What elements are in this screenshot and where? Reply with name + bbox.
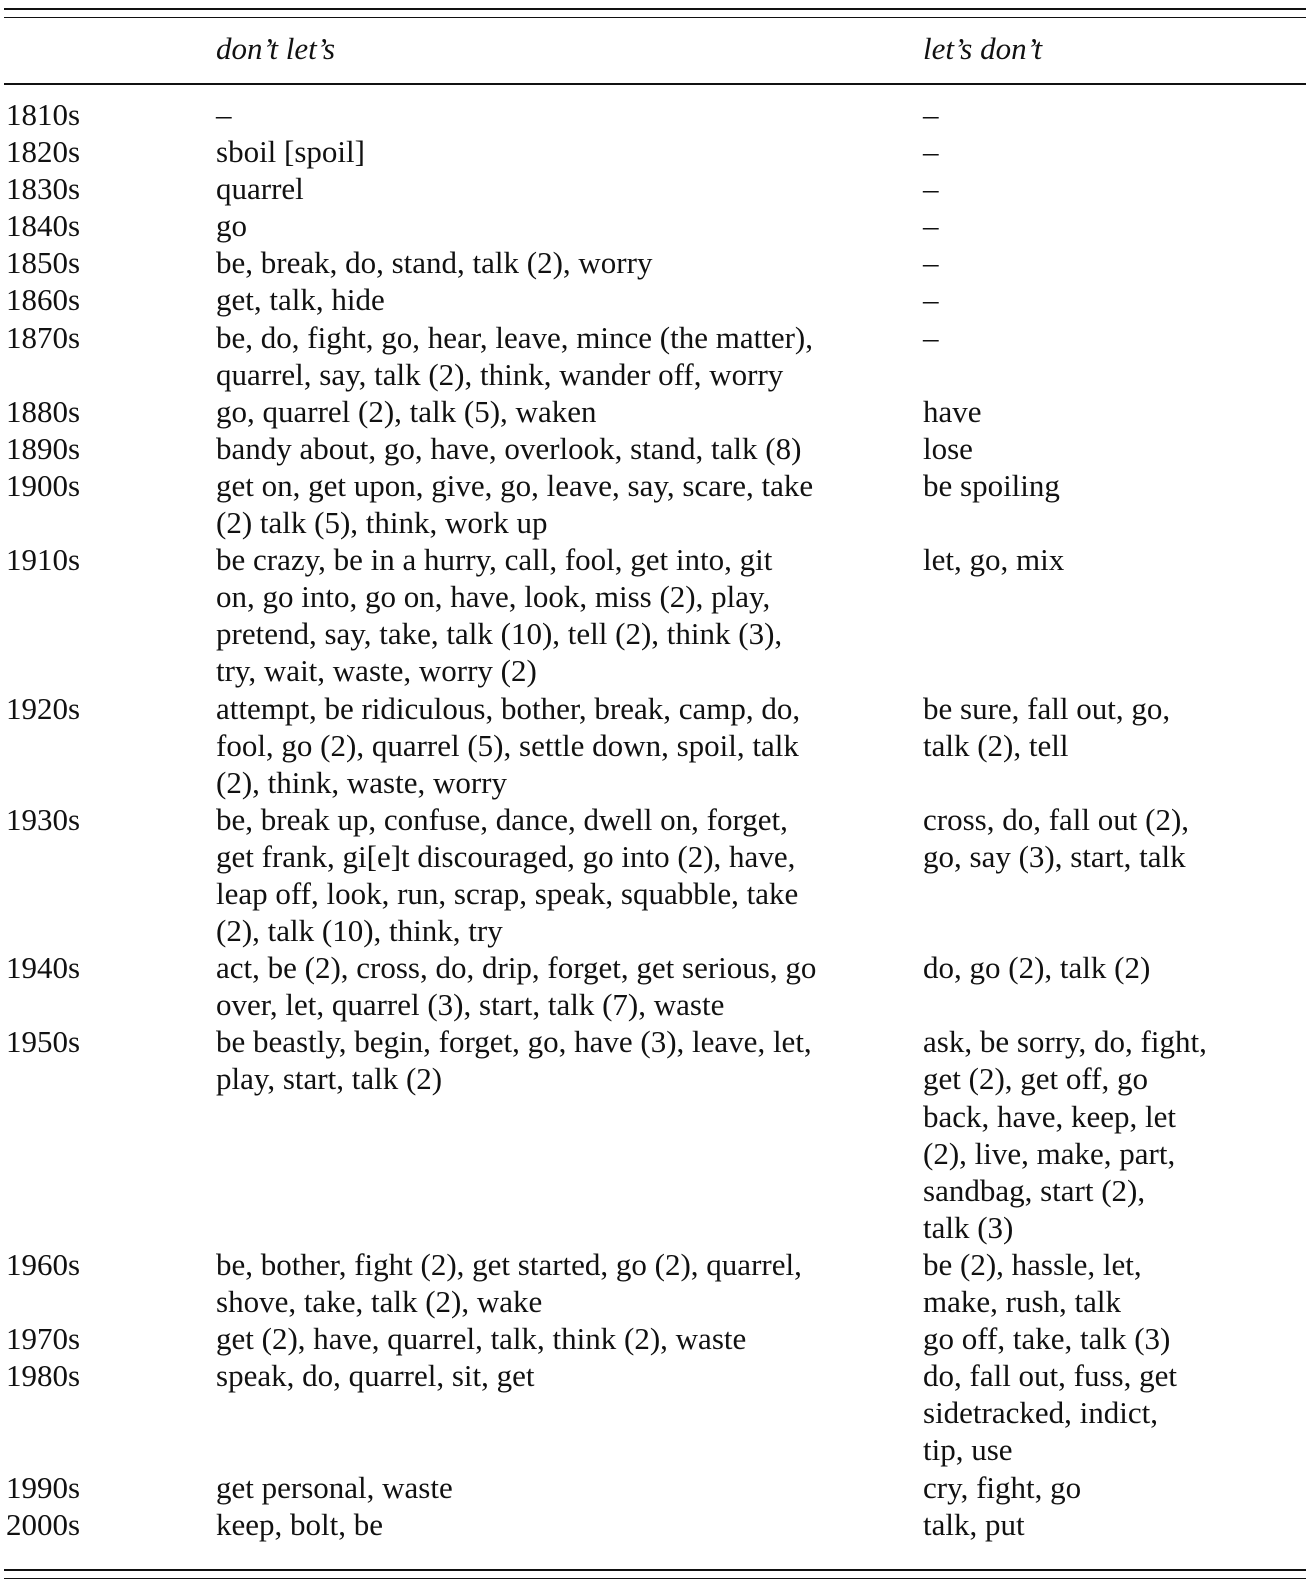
decade-cell: 1880s xyxy=(6,393,81,429)
lets-dont-line: – xyxy=(923,282,939,318)
dont-lets-cell xyxy=(216,319,886,393)
dont-lets-line: act, be (2), cross, do, drip, forget, get serious, go xyxy=(216,950,817,986)
dont-lets-line: get (2), have, quarrel, talk, think (2), waste xyxy=(216,1321,747,1357)
dont-lets-line: (2), think, waste, worry xyxy=(216,764,507,800)
lets-dont-line: be sure, fall out, go, xyxy=(923,690,1171,726)
lets-dont-line: let, go, mix xyxy=(923,542,1065,578)
decade-cell: 1960s xyxy=(6,1246,81,1282)
dont-lets-line: (2) talk (5), think, work up xyxy=(216,505,548,541)
table-row xyxy=(0,690,1310,801)
lets-dont-line: be (2), hassle, let, xyxy=(923,1246,1142,1282)
decade-cell: 1980s xyxy=(6,1358,81,1394)
lets-dont-cell xyxy=(923,1246,1263,1320)
decade-cell: 1840s xyxy=(6,208,81,244)
dont-lets-line: – xyxy=(216,97,232,132)
lets-dont-line: – xyxy=(923,134,939,170)
dont-lets-cell xyxy=(216,1357,886,1394)
lets-dont-line: be spoiling xyxy=(923,467,1060,503)
dont-lets-line: leap off, look, run, scrap, speak, squabble, take xyxy=(216,876,799,911)
dont-lets-cell xyxy=(216,281,886,318)
dont-lets-line: get on, get upon, give, go, leave, say, scare, take xyxy=(216,467,814,503)
column-header-lets-dont: let’s don’t xyxy=(923,31,1043,66)
table-row xyxy=(0,170,1310,207)
lets-dont-cell xyxy=(923,207,1263,244)
dont-lets-cell xyxy=(216,949,886,1023)
dont-lets-line: try, wait, waste, worry (2) xyxy=(216,653,537,689)
dont-lets-cell xyxy=(216,467,886,541)
decade-cell: 1920s xyxy=(6,690,81,726)
dont-lets-line: be beastly, begin, forget, go, have (3), leave, let, xyxy=(216,1024,812,1060)
lets-dont-line: sidetracked, indict, xyxy=(923,1395,1158,1431)
header-rule xyxy=(4,83,1306,85)
lets-dont-cell xyxy=(923,281,1263,318)
lets-dont-line: tip, use xyxy=(923,1432,1013,1468)
lets-dont-cell xyxy=(923,96,1263,133)
dont-lets-line: get, talk, hide xyxy=(216,282,385,318)
table-row xyxy=(0,801,1310,949)
dont-lets-line: shove, take, talk (2), wake xyxy=(216,1284,543,1320)
dont-lets-line: go, quarrel (2), talk (5), waken xyxy=(216,393,597,429)
lets-dont-line: sandbag, start (2), xyxy=(923,1172,1146,1208)
lets-dont-line: (2), live, make, part, xyxy=(923,1135,1176,1171)
dont-lets-cell xyxy=(216,207,886,244)
decade-cell: 1810s xyxy=(6,97,81,132)
dont-lets-line: bandy about, go, have, overlook, stand, talk (8) xyxy=(216,430,802,466)
table-row xyxy=(0,1320,1310,1357)
dont-lets-line: get personal, waste xyxy=(216,1469,453,1505)
lets-dont-cell xyxy=(923,393,1263,430)
table-row xyxy=(0,393,1310,430)
dont-lets-line: quarrel xyxy=(216,171,304,207)
dont-lets-line: sboil [spoil] xyxy=(216,134,365,170)
lets-dont-cell xyxy=(923,541,1263,578)
dont-lets-line: over, let, quarrel (3), start, talk (7), waste xyxy=(216,987,725,1023)
bottom-rule xyxy=(4,1569,1306,1571)
dont-lets-line: be, break up, confuse, dance, dwell on, forget, xyxy=(216,801,788,837)
decade-cell: 2000s xyxy=(6,1506,81,1542)
decade-cell: 1820s xyxy=(6,134,81,170)
decade-cell: 1910s xyxy=(6,542,81,578)
table-row xyxy=(0,1469,1310,1506)
decade-cell: 1850s xyxy=(6,245,81,281)
lets-dont-line: – xyxy=(923,208,939,244)
lets-dont-cell xyxy=(923,170,1263,207)
decade-cell: 1970s xyxy=(6,1321,81,1357)
column-header-dont-lets: don’t let’s xyxy=(216,31,336,66)
table-row xyxy=(0,541,1310,689)
decade-cell: 1860s xyxy=(6,282,81,318)
dont-lets-line: be, bother, fight (2), get started, go (2), quarrel, xyxy=(216,1246,802,1282)
lets-dont-cell xyxy=(923,319,1263,356)
lets-dont-line: lose xyxy=(923,430,973,466)
table-row xyxy=(0,1506,1310,1543)
top-rule-thin xyxy=(4,17,1306,18)
dont-lets-line: be, break, do, stand, talk (2), worry xyxy=(216,245,653,281)
dont-lets-line: pretend, say, take, talk (10), tell (2), think (3), xyxy=(216,616,783,652)
table-row xyxy=(0,467,1310,541)
table-row xyxy=(0,133,1310,170)
dont-lets-line: (2), talk (10), think, try xyxy=(216,913,503,949)
decade-cell: 1870s xyxy=(6,319,81,355)
dont-lets-cell xyxy=(216,393,886,430)
table-row xyxy=(0,949,1310,1023)
dont-lets-line: be crazy, be in a hurry, call, fool, get into, git xyxy=(216,542,773,578)
lets-dont-line: – xyxy=(923,171,939,207)
lets-dont-line: go, say (3), start, talk xyxy=(923,838,1186,874)
lets-dont-cell xyxy=(923,1357,1263,1468)
table-row xyxy=(0,96,1310,133)
dont-lets-cell xyxy=(216,690,886,801)
dont-lets-line: fool, go (2), quarrel (5), settle down, spoil, talk xyxy=(216,727,799,763)
lets-dont-line: cry, fight, go xyxy=(923,1469,1082,1505)
lets-dont-line: – xyxy=(923,97,939,132)
dont-lets-cell xyxy=(216,170,886,207)
table-row xyxy=(0,244,1310,281)
lets-dont-cell xyxy=(923,467,1263,504)
decade-cell: 1830s xyxy=(6,171,81,207)
lets-dont-cell xyxy=(923,133,1263,170)
dont-lets-line: go xyxy=(216,208,247,244)
dont-lets-line: keep, bolt, be xyxy=(216,1506,384,1542)
lets-dont-line: talk, put xyxy=(923,1506,1025,1542)
lets-dont-cell xyxy=(923,1320,1263,1357)
lets-dont-cell xyxy=(923,801,1263,875)
lets-dont-line: have xyxy=(923,393,982,429)
table-body xyxy=(0,96,1310,1543)
dont-lets-line: get frank, gi[e]t discouraged, go into (2), have, xyxy=(216,838,796,874)
lets-dont-line: – xyxy=(923,319,939,355)
decade-cell: 1930s xyxy=(6,801,81,837)
decade-cell: 1950s xyxy=(6,1024,81,1060)
dont-lets-cell xyxy=(216,801,886,949)
lets-dont-cell xyxy=(923,690,1263,764)
lets-dont-cell xyxy=(923,430,1263,467)
lets-dont-line: cross, do, fall out (2), xyxy=(923,801,1190,837)
lets-dont-line: ask, be sorry, do, fight, xyxy=(923,1024,1207,1060)
dont-lets-cell xyxy=(216,96,886,133)
lets-dont-line: talk (3) xyxy=(923,1209,1014,1245)
dont-lets-cell xyxy=(216,1023,886,1097)
dont-lets-cell xyxy=(216,1320,886,1357)
dont-lets-line: attempt, be ridiculous, bother, break, camp, do, xyxy=(216,690,801,726)
dont-lets-cell xyxy=(216,133,886,170)
bottom-rule-thin xyxy=(4,1578,1306,1579)
table-row xyxy=(0,1023,1310,1246)
lets-dont-cell xyxy=(923,244,1263,281)
dont-lets-cell xyxy=(216,541,886,689)
lets-dont-line: back, have, keep, let xyxy=(923,1098,1177,1134)
table-row xyxy=(0,1357,1310,1468)
dont-lets-cell xyxy=(216,244,886,281)
dont-lets-cell xyxy=(216,1469,886,1506)
lets-dont-line: get (2), get off, go xyxy=(923,1061,1148,1097)
dont-lets-line: speak, do, quarrel, sit, get xyxy=(216,1358,535,1394)
lets-dont-line: do, fall out, fuss, get xyxy=(923,1358,1177,1394)
decade-cell: 1940s xyxy=(6,950,81,986)
lets-dont-line: make, rush, talk xyxy=(923,1284,1122,1320)
dont-lets-line: on, go into, go on, have, look, miss (2), play, xyxy=(216,579,771,615)
dont-lets-cell xyxy=(216,1246,886,1320)
table-row xyxy=(0,207,1310,244)
lets-dont-cell xyxy=(923,1023,1263,1246)
lets-dont-cell xyxy=(923,1469,1263,1506)
lets-dont-cell xyxy=(923,949,1263,986)
table-row xyxy=(0,319,1310,393)
table-row xyxy=(0,430,1310,467)
lets-dont-line: – xyxy=(923,245,939,281)
lets-dont-line: do, go (2), talk (2) xyxy=(923,950,1151,986)
dont-lets-line: play, start, talk (2) xyxy=(216,1061,443,1097)
lets-dont-line: go off, take, talk (3) xyxy=(923,1321,1171,1357)
table-row xyxy=(0,1246,1310,1320)
dont-lets-line: quarrel, say, talk (2), think, wander off, worry xyxy=(216,356,784,392)
lets-dont-line: talk (2), tell xyxy=(923,727,1069,763)
decade-cell: 1990s xyxy=(6,1469,81,1505)
dont-lets-line: be, do, fight, go, hear, leave, mince (the matter), xyxy=(216,319,813,355)
table-row xyxy=(0,281,1310,318)
dont-lets-cell xyxy=(216,1506,886,1543)
decade-cell: 1900s xyxy=(6,467,81,503)
dont-lets-cell xyxy=(216,430,886,467)
decade-cell: 1890s xyxy=(6,430,81,466)
top-rule xyxy=(4,8,1306,10)
lets-dont-cell xyxy=(923,1506,1263,1543)
